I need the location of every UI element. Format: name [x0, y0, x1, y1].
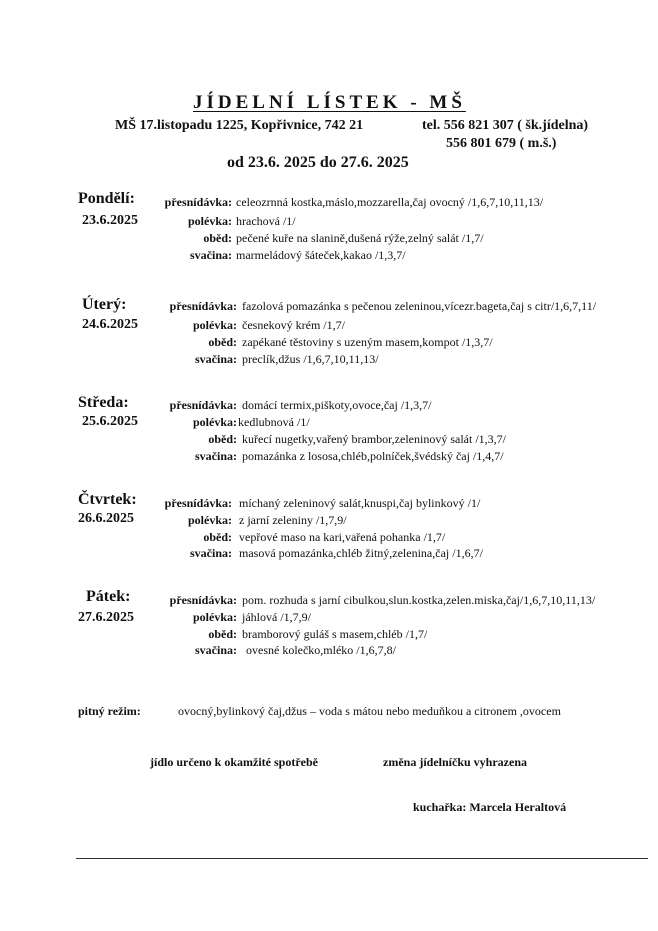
- snack1-label: přesnídávka:: [169, 398, 237, 412]
- soup-label: polévka:: [192, 318, 237, 332]
- page-title: JÍDELNÍ LÍSTEK - MŠ: [193, 92, 466, 113]
- snack1-item: domácí termix,piškoty,ovoce,čaj /1,3,7/: [242, 398, 432, 412]
- soup-label: polévka:: [192, 610, 237, 624]
- soup-item: hrachová /1/: [236, 214, 296, 228]
- bottom-divider: [76, 858, 648, 859]
- drinks-value: ovocný,bylinkový čaj,džus – voda s mátou nebo meduňkou a citronem ,ovocem: [178, 704, 561, 718]
- drinks-label: pitný režim:: [78, 704, 141, 718]
- day-name: Středa:: [78, 394, 129, 411]
- soup-label: polévka:: [187, 214, 232, 228]
- lunch-item: pečené kuře na slanině,dušená rýže,zelný salát /1,7/: [236, 231, 484, 245]
- soup-item: jáhlová /1,7,9/: [242, 610, 311, 624]
- phone-kitchen: tel. 556 821 307 ( šk.jídelna): [422, 118, 589, 133]
- lunch-label: oběd:: [208, 335, 237, 349]
- soup-label: polévka:: [192, 415, 237, 429]
- snack1-item: míchaný zeleninový salát,knuspi,čaj bylinkový /1/: [239, 496, 481, 510]
- day-date: 25.6.2025: [82, 414, 138, 429]
- snack1-label: přesnídávka:: [169, 299, 237, 313]
- lunch-item: vepřové maso na kari,vařená pohanka /1,7/: [239, 530, 446, 544]
- snack2-label: svačina:: [195, 449, 237, 463]
- lunch-item: zapékané těstoviny s uzeným masem,kompot /1,3,7/: [242, 335, 493, 349]
- lunch-label: oběd:: [208, 432, 237, 446]
- day-name: Pondělí:: [78, 190, 135, 207]
- soup-label: polévka:: [187, 513, 232, 527]
- soup-item: kedlubnová /1/: [238, 415, 310, 429]
- snack2-item: preclík,džus /1,6,7,10,11,13/: [242, 352, 379, 366]
- day-name: Čtvrtek:: [78, 491, 137, 508]
- snack2-item: marmeládový šáteček,kakao /1,3,7/: [236, 248, 406, 262]
- lunch-label: oběd:: [203, 530, 232, 544]
- snack1-item: celeozrnná kostka,máslo,mozzarella,čaj ovocný /1,6,7,10,11,13/: [236, 195, 544, 209]
- menu-date-range: od 23.6. 2025 do 27.6. 2025: [227, 154, 409, 171]
- lunch-label: oběd:: [208, 627, 237, 641]
- day-date: 27.6.2025: [78, 610, 134, 625]
- snack1-label: přesnídávka:: [169, 593, 237, 607]
- immediate-consumption-note: jídlo určeno k okamžité spotřebě: [150, 755, 318, 769]
- snack1-label: přesnídávka:: [164, 195, 232, 209]
- lunch-item: kuřecí nugetky,vařený brambor,zeleninový salát /1,3,7/: [242, 432, 506, 446]
- cook-name: kuchařka: Marcela Heraltová: [413, 800, 567, 814]
- menu-change-note: změna jídelníčku vyhrazena: [383, 755, 527, 769]
- snack2-label: svačina:: [190, 248, 232, 262]
- day-date: 26.6.2025: [78, 511, 134, 526]
- phone-school: 556 801 679 ( m.š.): [446, 136, 557, 151]
- day-date: 23.6.2025: [82, 213, 138, 228]
- snack1-label: přesnídávka:: [164, 496, 232, 510]
- snack2-item: masová pomazánka,chléb žitný,zelenina,čaj /1,6,7/: [239, 546, 483, 560]
- snack2-item: ovesné kolečko,mléko /1,6,7,8/: [246, 643, 396, 657]
- soup-item: z jarní zeleniny /1,7,9/: [239, 513, 347, 527]
- lunch-label: oběd:: [203, 231, 232, 245]
- day-name: Pátek:: [86, 588, 131, 605]
- snack1-item: fazolová pomazánka s pečenou zeleninou,vícezr.bageta,čaj s citr/1,6,7,11/: [242, 299, 597, 313]
- snack2-label: svačina:: [190, 546, 232, 560]
- day-name: Úterý:: [82, 296, 127, 313]
- school-address: MŠ 17.listopadu 1225, Kopřivnice, 742 21: [115, 118, 364, 133]
- lunch-item: bramborový guláš s masem,chléb /1,7/: [242, 627, 428, 641]
- snack2-label: svačina:: [195, 352, 237, 366]
- day-date: 24.6.2025: [82, 317, 138, 332]
- snack2-item: pomazánka z lososa,chléb,polníček,švédský čaj /1,4,7/: [242, 449, 504, 463]
- snack1-item: pom. rozhuda s jarní cibulkou,slun.kostka,zelen.miska,čaj/1,6,7,10,11,13/: [242, 593, 596, 607]
- snack2-label: svačina:: [195, 643, 237, 657]
- soup-item: česnekový krém /1,7/: [242, 318, 345, 332]
